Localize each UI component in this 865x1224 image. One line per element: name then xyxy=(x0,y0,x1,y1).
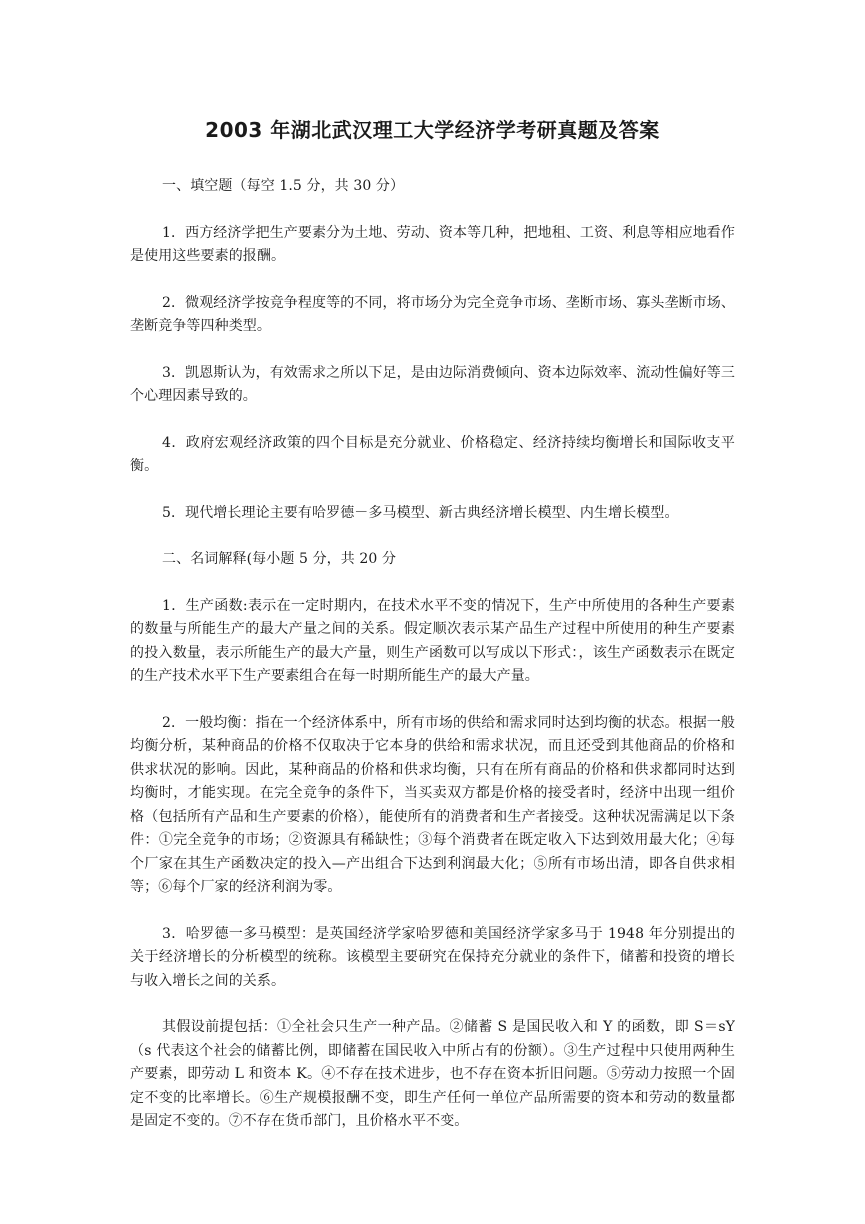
paragraph: 3．哈罗德一多马模型：是英国经济学家哈罗德和美国经济学家多马于 1948 年分别提出的关于经济增长的分析模型的统称。该模型主要研究在保持充分就业的条件下，储蓄和投资的增长与收入增长之间的关系。 xyxy=(130,925,735,989)
section-heading-definitions: 二、名词解释(每小题 5 分，共 20 分 xyxy=(162,551,397,567)
paragraph: 2．微观经济学按竞争程度等的不同，将市场分为完全竞争市场、垄断市场、寡头垄断市场、垄断竞争等四种类型。 xyxy=(130,294,736,334)
section-heading-fill-in: 一、填空题（每空 1.5 分，共 30 分） xyxy=(162,178,405,194)
paragraph: 其假设前提包括：①全社会只生产一种产品。②储蓄 S 是国民收入和 Y 的函数，即 S＝sY（s 代表这个社会的储蓄比例，即储蓄在国民收入中所占有的份额）。③生产过程中只使用两种生产要素，即劳动 L 和资本 K。④不存在技术进步，也不存在资本折旧问题。⑤劳动力按照一个固定不变的比率增长。⑥生产规模报酬不变，即生产任何一单位产品所需要的资本和劳动的数量都是固定不变的。⑦不存在货币部门，且价格水平不变。 xyxy=(130,1019,735,1129)
paragraph: 3．凯恩斯认为，有效需求之所以下足，是由边际消费倾向、资本边际效率、流动性偏好等三个心理因素导致的。 xyxy=(130,364,736,404)
document-title: 2003 年湖北武汉理工大学经济学考研真题及答案 xyxy=(205,118,660,142)
paragraph: 4．政府宏观经济政策的四个目标是充分就业、价格稳定、经济持续均衡增长和国际收支平衡。 xyxy=(130,434,735,474)
paragraph: 2．一般均衡：指在一个经济体系中，所有市场的供给和需求同时达到均衡的状态。根据一般均衡分析，某种商品的价格不仅取决于它本身的供给和需求状况，而且还受到其他商品的价格和供求状况的影响。因此，某种商品的价格和供求均衡，只有在所有商品的价格和供求都同时达到均衡时，才能实现。在完全竞争的条件下，当买卖双方都是价格的接受者时，经济中出现一组价格（包括所有产品和生产要素的价格），能使所有的消费者和生产者接受。这种状况需满足以下条件：①完全竞争的市场；②资源具有稀缺性；③每个消费者在既定收入下达到效用最大化；④每个厂家在其生产函数决定的投入—产出组合下达到利润最大化；⑤所有市场出清，即各自供求相等；⑥每个厂家的经济利润为零。 xyxy=(130,714,736,895)
paragraph: 1．生产函数:表示在一定时期内，在技术水平不变的情况下，生产中所使用的各种生产要素的数量与所能生产的最大产量之间的关系。假定顺次表示某产品生产过程中所使用的种生产要素的投入数量，表示所能生产的最大产量，则生产函数可以写成以下形式：，该生产函数表示在既定的生产技术水平下生产要素组合在每一时期所能生产的最大产量。 xyxy=(130,597,735,684)
document-body xyxy=(130,175,735,1157)
paragraph: 1．西方经济学把生产要素分为土地、劳动、资本等几种，把地租、工资、利息等相应地看作是使用这些要素的报酬。 xyxy=(130,224,736,264)
paragraph: 5．现代增长理论主要有哈罗德－多马模型、新古典经济增长模型、内生增长模型。 xyxy=(162,504,679,521)
